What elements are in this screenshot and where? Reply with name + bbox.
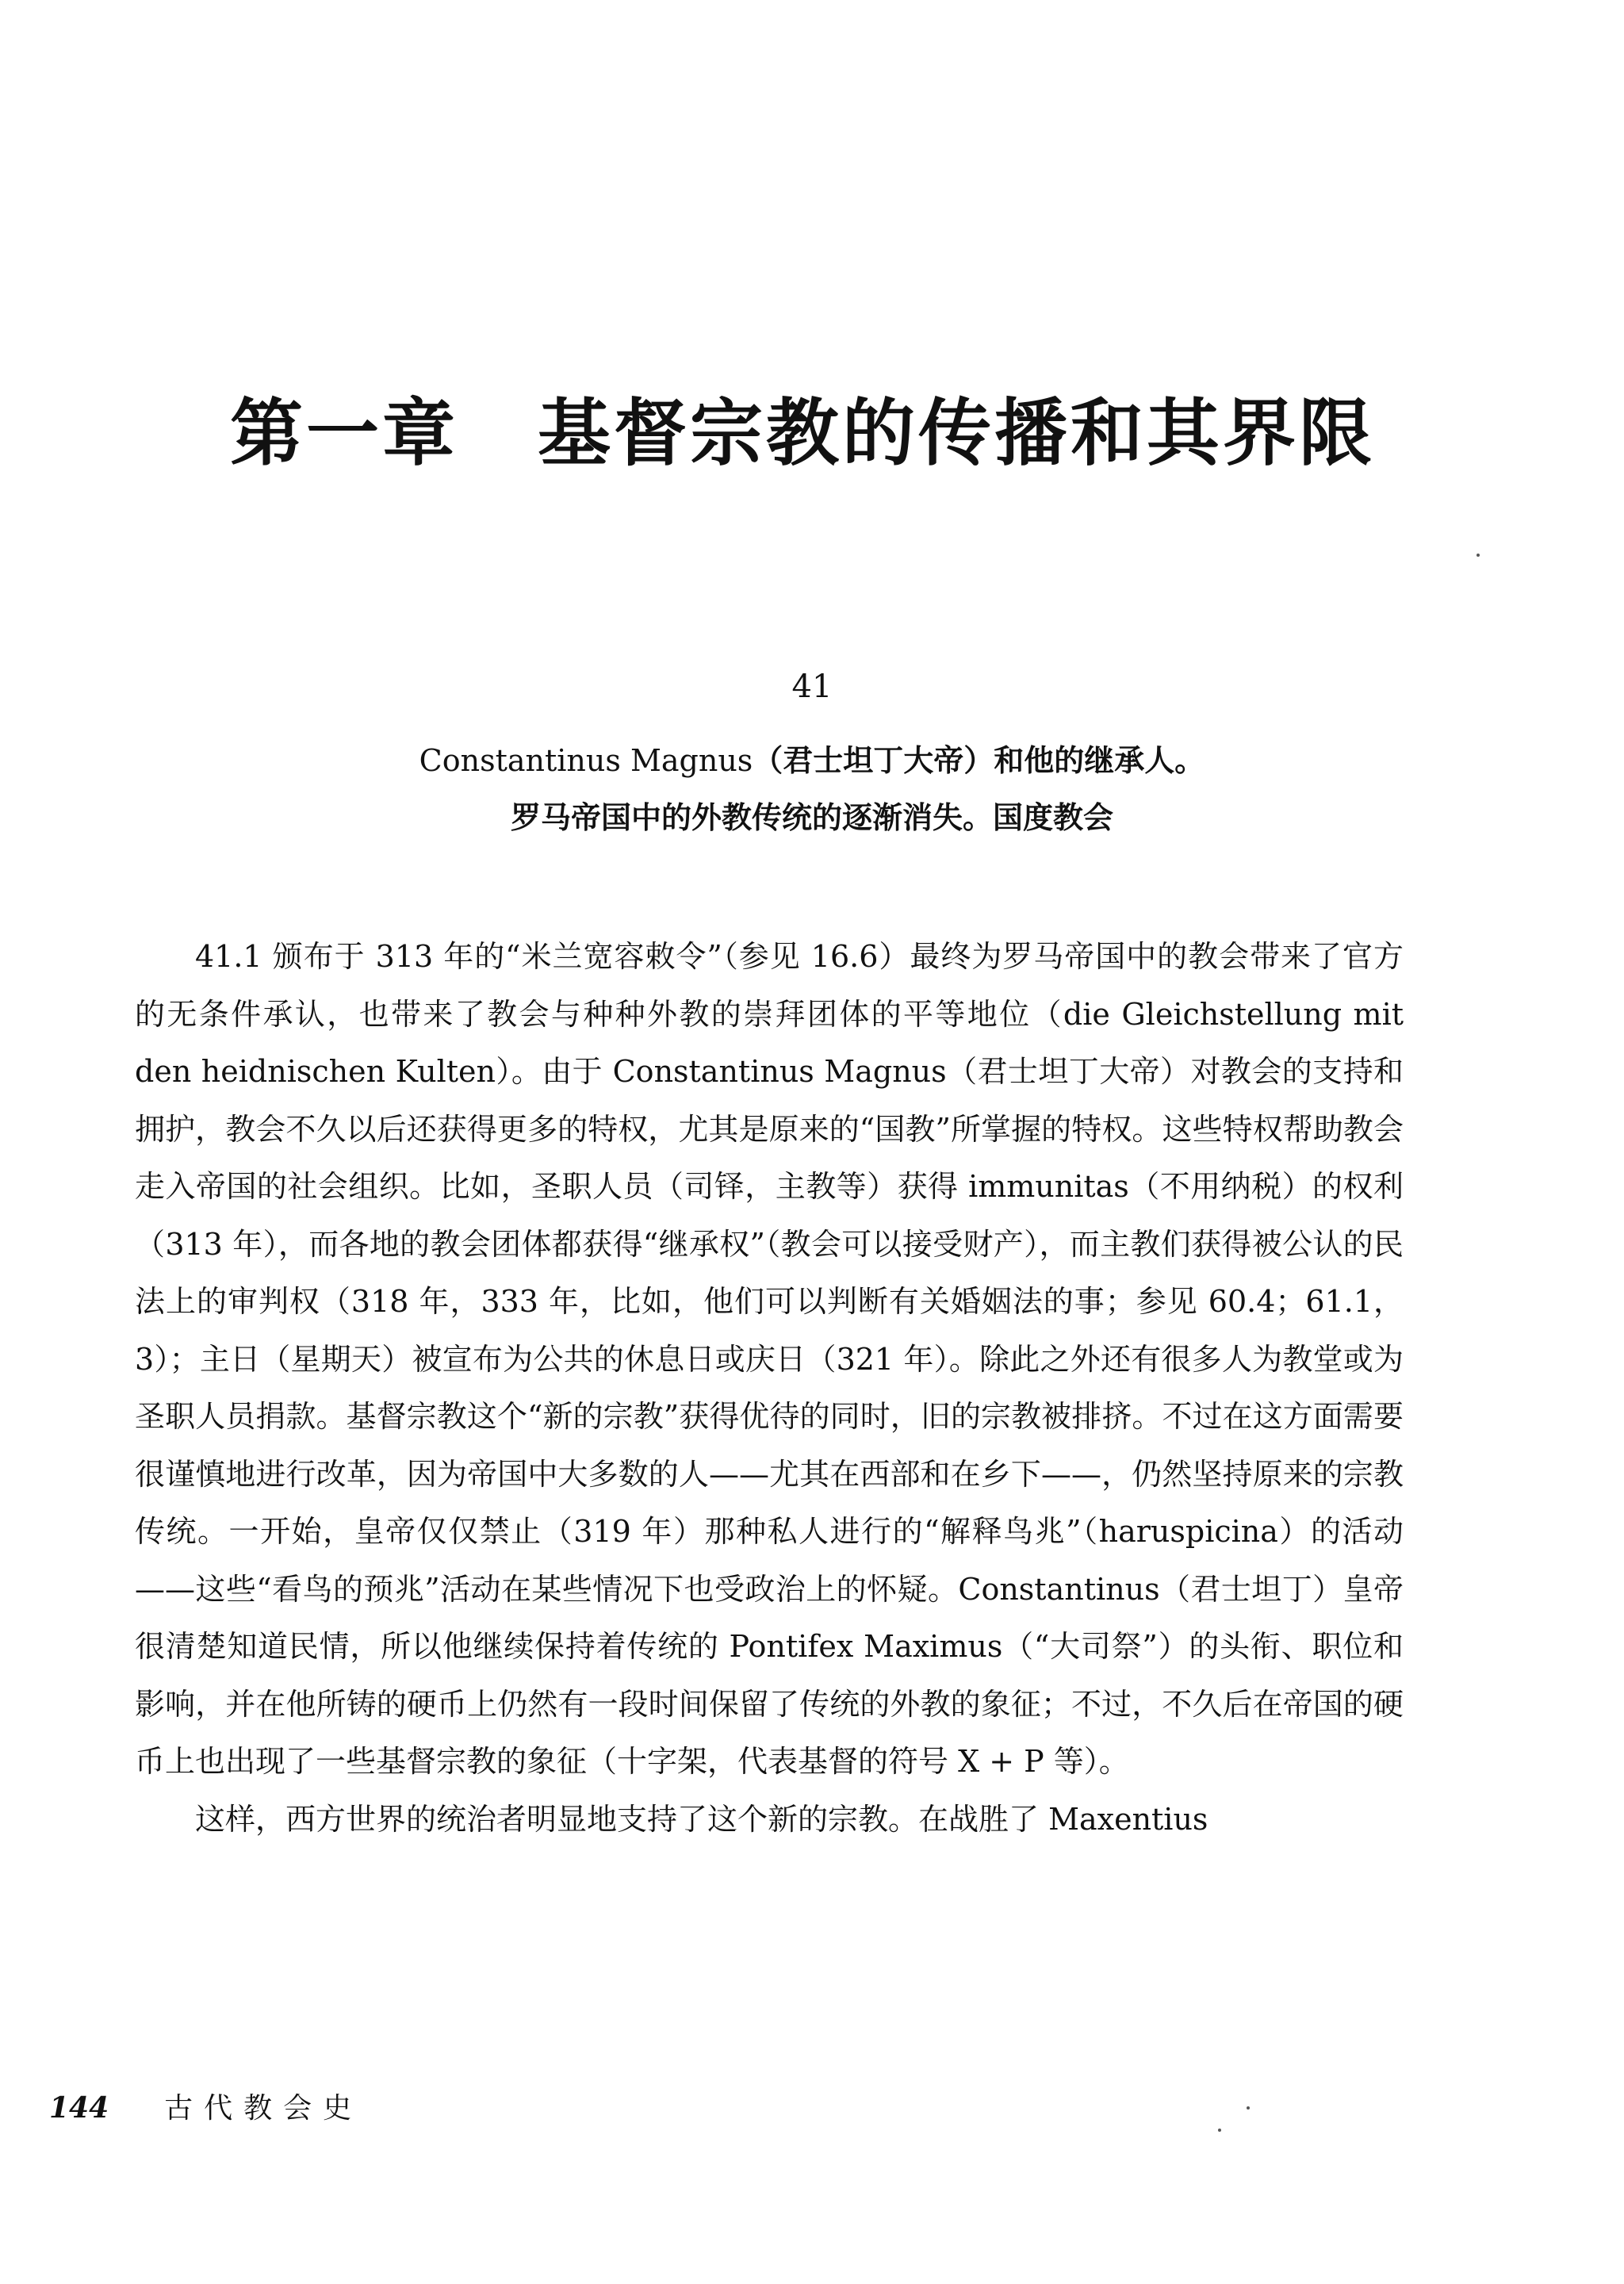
paragraph-continuation: 这样，西方世界的统治者明显地支持了这个新的宗教。在战胜了 Maxentius	[195, 1801, 1208, 1837]
section-heading-latin: Constantinus Magnus	[419, 743, 753, 778]
page-number: 144	[49, 2091, 109, 2125]
section-heading-chinese: （君士坦丁大帝）和他的继承人。	[753, 742, 1205, 778]
scan-speck	[1247, 2106, 1250, 2110]
paragraph-41-1: 41.1 颁布于 313 年的“米兰宽容敕令”（参见 16.6）最终为罗马帝国中的教会带来了官方的无条件承认，也带来了教会与种种外教的崇拜团体的平等地位（die Gleichstellung mit den heidnischen Kulten）。由于 Constantinus Magnus（君士坦丁大帝）对教会的支持和拥护，教会不久以后还获得更多的特权，尤其是原来的“国教”所掌握的特权。这些特权帮助教会走入帝国的社会组织。比如，圣职人员（司铎，主教等）获得 immunitas（不用纳税）的权利（313 年），而各地的教会团体都获得“继承权”（教会可以接受财产），而主教们获得被公认的民法上的审判权（318 年，333 年，比如，他们可以判断有关婚姻法的事；参见 60.4；61.1，3）；主日（星期天）被宣布为公共的休息日或庆日（321 年）。除此之外还有很多人为教堂或为圣职人员捐款。基督宗教这个“新的宗教”获得优待的同时，旧的宗教被排挤。不过在这方面需要很谨慎地进行改革，因为帝国中大多数的人——尤其在西部和在乡下——，仍然坚持原来的宗教传统。一开始，皇帝仅仅禁止（319 年）那种私人进行的“解释鸟兆”（haruspicina）的活动——这些“看鸟的预兆”活动在某些情况下也受政治上的怀疑。Constantinus（君士坦丁）皇帝很清楚知道民情，所以他继续保持着传统的 Pontifex Maximus（“大司祭”）的头衔、职位和影响，并在他所铸的硬币上仍然有一段时间保留了传统的外教的象征；不过，不久后在帝国的硬币上也出现了一些基督宗教的象征（十字架，代表基督的符号 X + P 等）。	[135, 939, 1404, 1779]
section-number: 41	[791, 669, 833, 705]
section-heading-line-1	[0, 742, 1624, 778]
chapter-label: 第一章	[230, 390, 459, 476]
section-heading-line-2: 罗马帝国中的外教传统的逐渐消失。国度教会	[510, 799, 1113, 835]
chapter-title	[230, 390, 1376, 476]
scan-speck	[1218, 2129, 1221, 2132]
running-head: 古代教会史	[164, 2092, 363, 2125]
scan-speck	[1477, 554, 1480, 557]
page-footer	[49, 2091, 363, 2125]
chapter-name: 基督宗教的传播和其界限	[538, 390, 1376, 476]
body-text	[135, 928, 1404, 1848]
